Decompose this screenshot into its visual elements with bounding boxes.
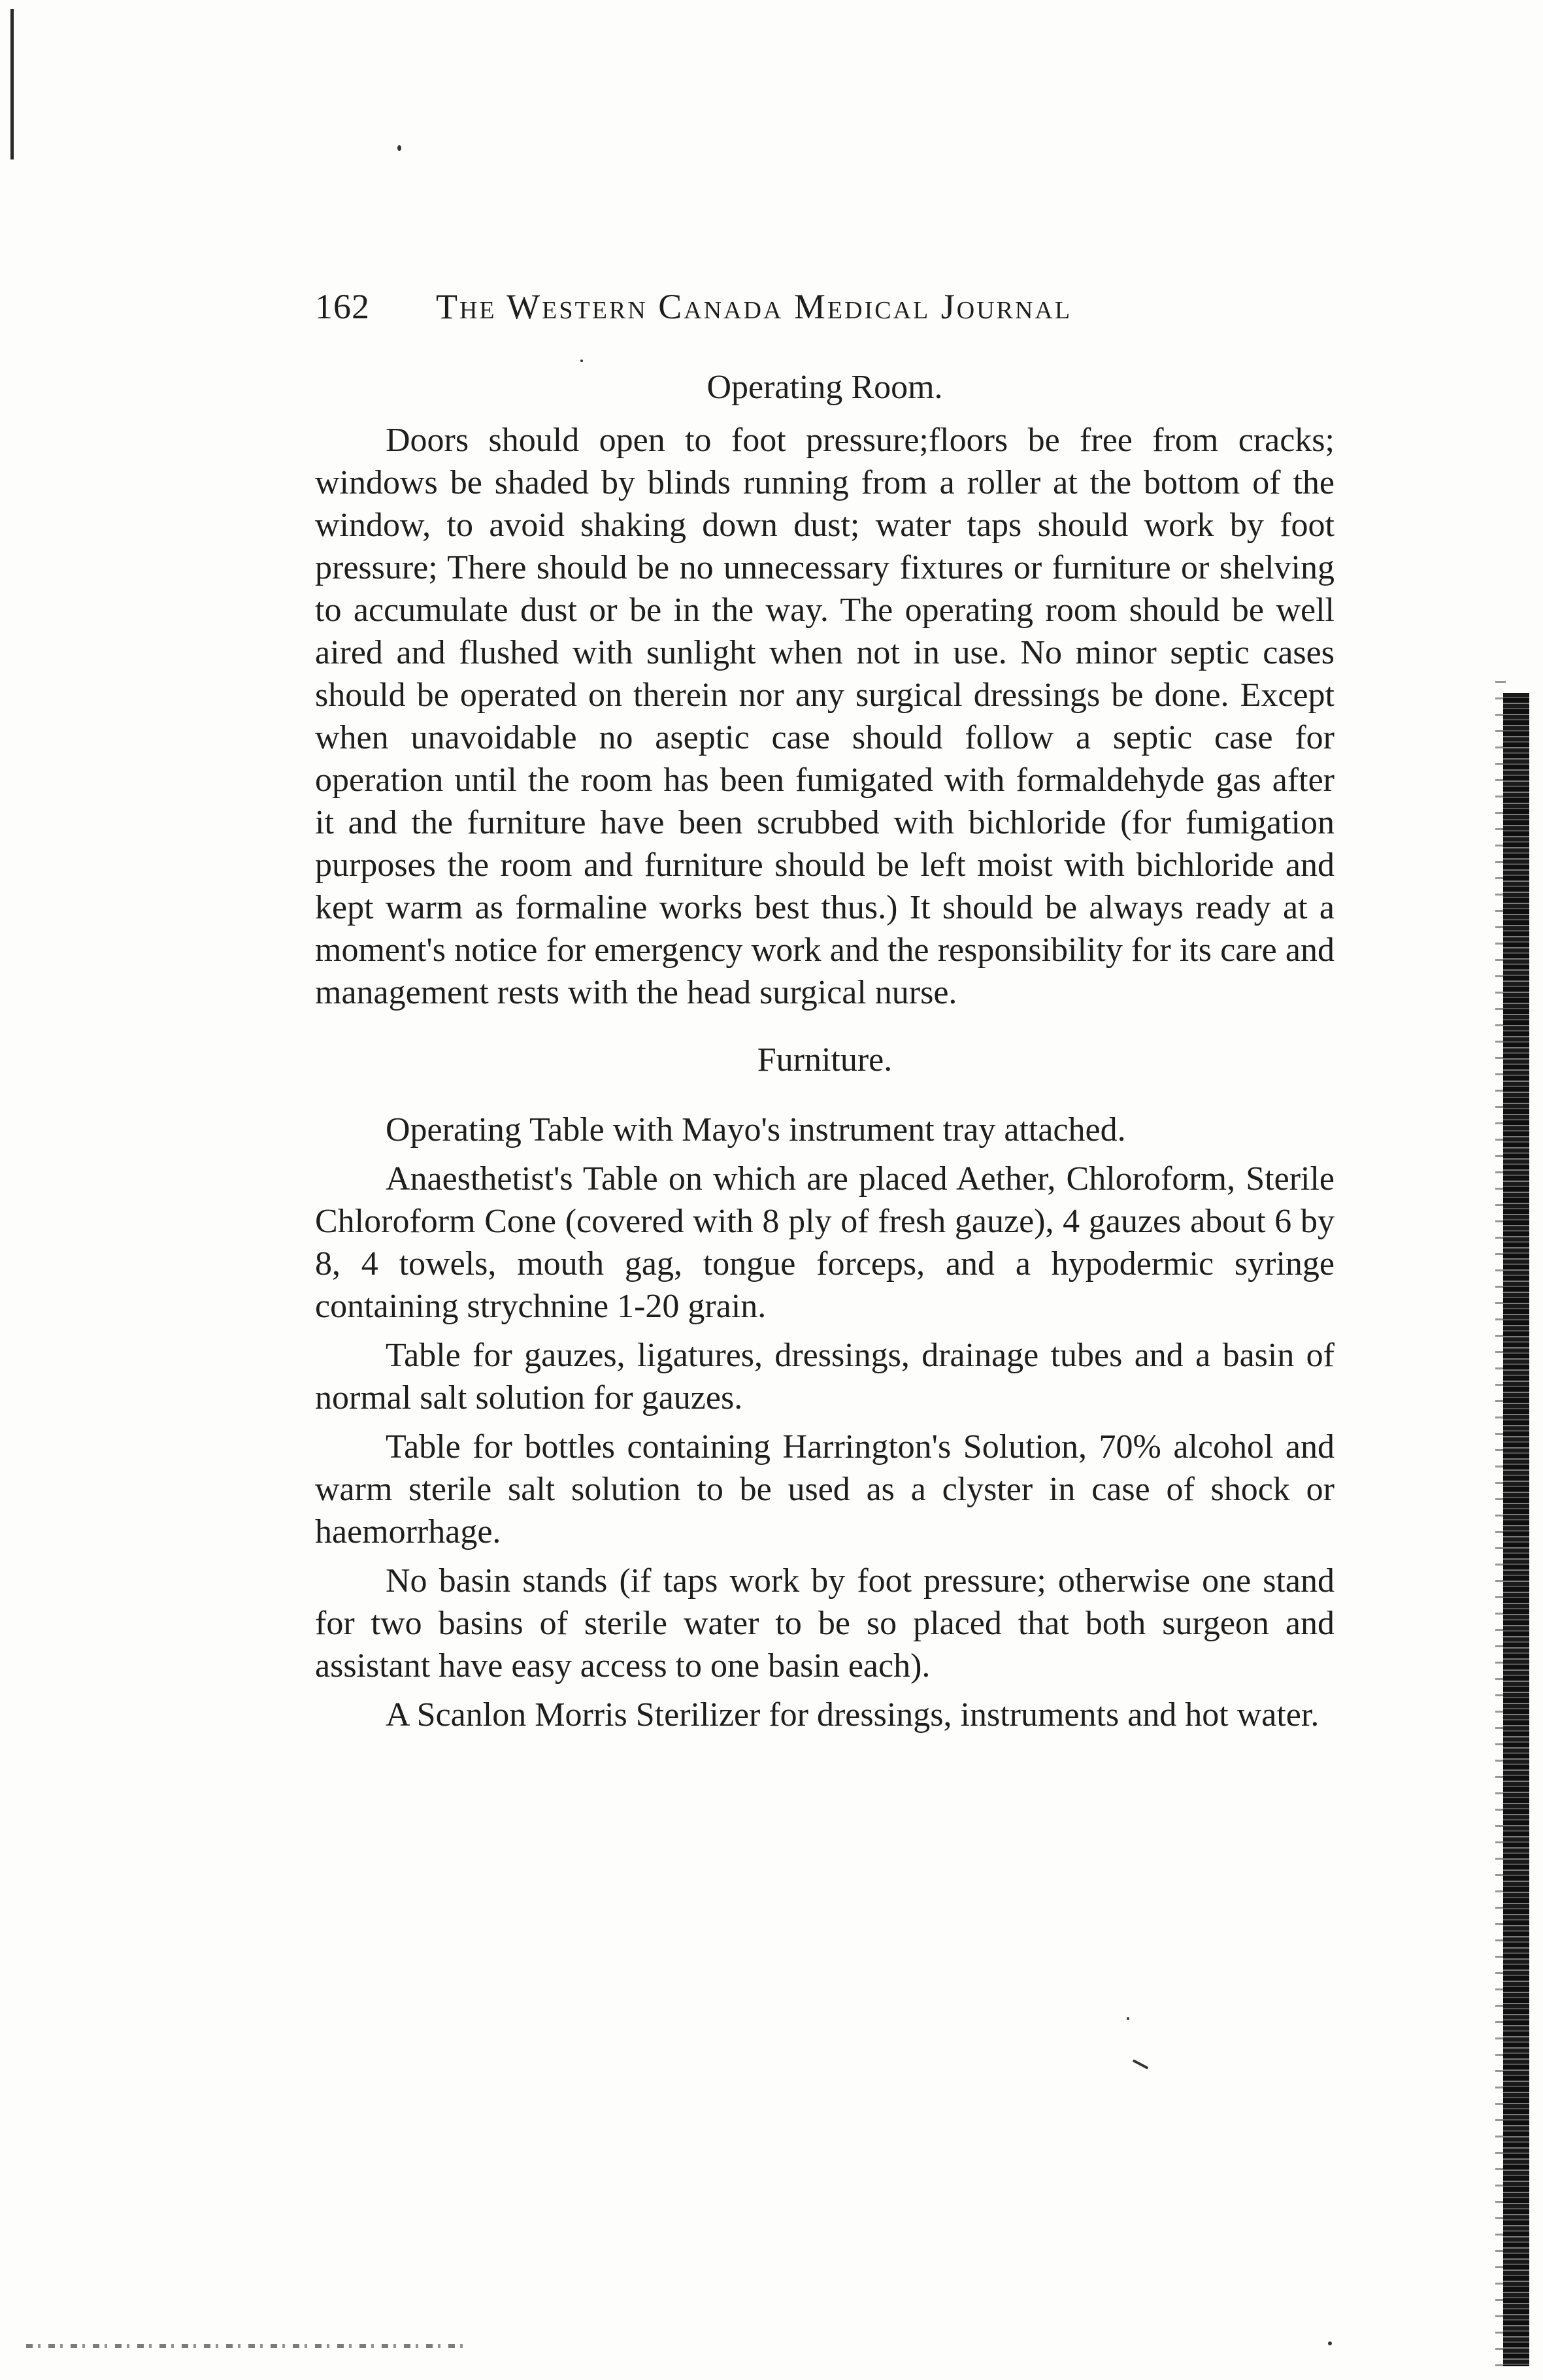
furniture-item-anaesthetist-table: Anaesthetist's Table on which are placed Aether, Chloroform, Sterile Chloroform Cone (covered with 8 ply of fresh gauze), 4 gauzes about 6 by 8, 4 towels, mouth gag, tongue forceps, and a hypodermic syringe containing strychnine 1-20 grain.: [315, 1160, 1335, 1325]
scan-bottom-noise: [26, 2344, 471, 2348]
section-heading-furniture: Furniture.: [757, 1041, 893, 1079]
operating-room-paragraph: Doors should open to foot pressure;floors be free from cracks; windows be shaded by blinds running from a roller at the bottom of the window, to avoid shaking down dust; water taps should work by foot pressure; There should be no unnecessary fixtures or furniture or shelving to accumulate dust or be in the way. The operating room should be well aired and flushed with sunlight when not in use. No minor septic cases should be operated on therein nor any surgical dressings be done. Except when unavoidable no aseptic case should follow a septic case for operation until the room has been fumigated with formaldehyde gas after it and the furniture have been scrubbed with bichloride (for fumigation purposes the room and furniture should be left moist with bichloride and kept warm as formaline works best thus.) It should be always ready at a moment's notice for emergency work and the responsibility for its care and management rests with the head surgical nurse.: [315, 422, 1335, 1011]
furniture-item-operating-table: Operating Table with Mayo's instrument tray attached.: [386, 1111, 1126, 1148]
journal-title: The Western Canada Medical Journal: [436, 287, 1072, 326]
running-head: [315, 286, 1243, 332]
page-number: 162: [315, 287, 370, 326]
scan-speck: [580, 360, 583, 362]
scan-speck: [1328, 2341, 1332, 2345]
furniture-item-bottle-table: Table for bottles containing Harrington's Solution, 70% alcohol and warm sterile salt solution to be used as a clyster in case of shock or haemorrhage.: [315, 1428, 1335, 1550]
scan-speck: [1127, 2017, 1129, 2020]
scan-edge-binding: [1503, 693, 1529, 2366]
furniture-item-gauze-table: Table for gauzes, ligatures, dressings, drainage tubes and a basin of normal salt solution for gauzes.: [315, 1337, 1335, 1416]
section-heading-operating-room: Operating Room.: [706, 369, 943, 406]
scan-edge-mark: [10, 9, 14, 159]
furniture-item-sterilizer: A Scanlon Morris Sterilizer for dressings, instruments and hot water.: [386, 1696, 1319, 1734]
furniture-item-basin-stands: No basin stands (if taps work by foot pressure; otherwise one stand for two basins of sterile water to be so placed that both surgeon and assistant have easy access to one basin each).: [315, 1562, 1335, 1684]
article-body: [315, 366, 1335, 1736]
scan-speck: [1133, 2059, 1149, 2070]
scan-speck: [397, 145, 401, 151]
